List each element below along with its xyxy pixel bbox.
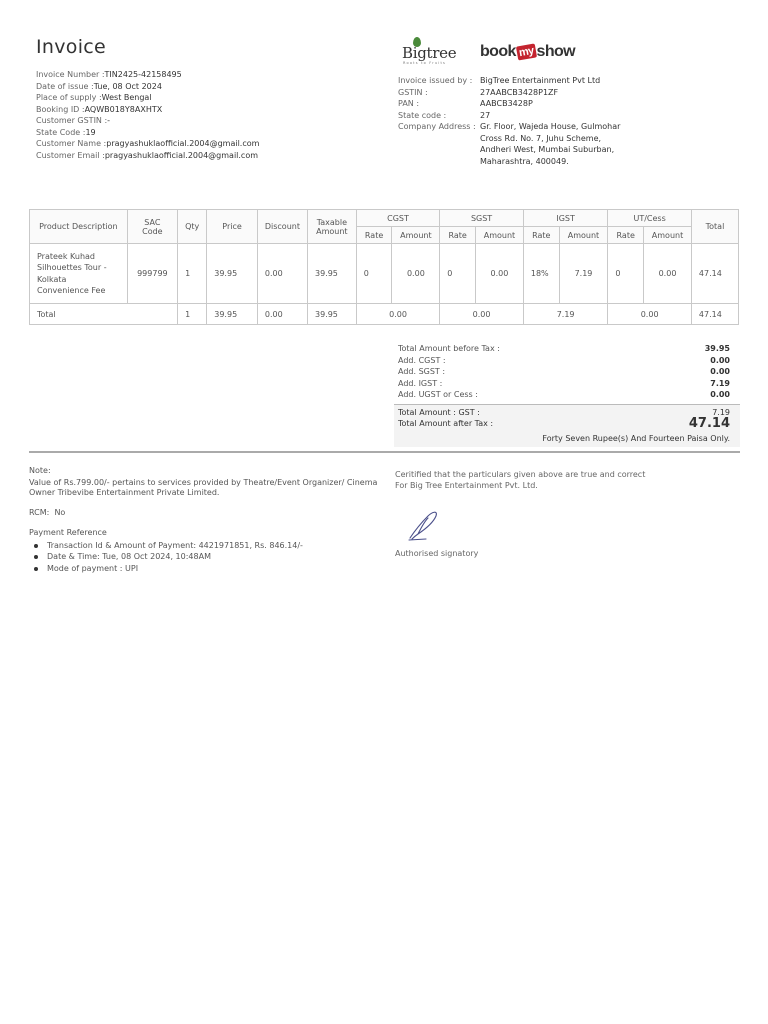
header-qty: Qty — [178, 210, 207, 244]
certification — [395, 469, 645, 491]
summary-totals-box — [394, 404, 740, 447]
summary-sgst: Add. SGST : 0.00 — [398, 367, 730, 376]
total-price: 39.95 — [207, 304, 258, 325]
cell-qty: 1 — [178, 244, 207, 304]
invoice-meta — [36, 69, 259, 161]
header-taxable: Taxable Amount — [307, 210, 356, 244]
total-qty: 1 — [178, 304, 207, 325]
meta-customer-name: Customer Name : pragyashuklaofficial.2004@gmail.com — [36, 139, 260, 148]
meta-booking-id: Booking ID : AQWB018Y8AXHTX — [36, 104, 163, 114]
table-total-row — [30, 304, 739, 325]
header-sac: SAC Code — [127, 210, 177, 244]
total-taxable: 39.95 — [307, 304, 356, 325]
header-cgst: CGST — [356, 210, 440, 227]
total-igst: 7.19 — [523, 304, 607, 325]
cell-sgst-rate: 0 — [440, 244, 476, 304]
header-ut-rate: Rate — [608, 227, 644, 244]
issuer-name: Invoice issued by : BigTree Entertainment Pvt Ltd — [398, 76, 601, 85]
summary-amount-in-words: Forty Seven Rupee(s) And Fourteen Paisa Only. — [542, 433, 730, 443]
total-cgst: 0.00 — [356, 304, 440, 325]
issuer-pan: PAN : AABCB3428P — [398, 99, 533, 108]
bigtree-logo-tag: Roots to Fruits — [403, 61, 447, 65]
table-header-row — [30, 210, 739, 227]
table-row — [30, 244, 739, 304]
header-sgst: SGST — [440, 210, 524, 227]
summary-gst: Total Amount : GST : 7.19 — [398, 407, 730, 417]
header-total: Total — [691, 210, 738, 244]
meta-customer-gstin: Customer GSTIN : - — [36, 116, 111, 125]
total-label: Total — [30, 304, 178, 325]
cell-product: Prateek Kuhad Silhouettes Tour - Kolkata Convenience Fee — [30, 244, 128, 304]
cell-price: 39.95 — [207, 244, 258, 304]
total-sgst: 0.00 — [440, 304, 524, 325]
issuer-details — [398, 75, 630, 167]
header-igst-amount: Amount — [559, 227, 608, 244]
header-cgst-rate: Rate — [356, 227, 392, 244]
cell-taxable: 39.95 — [307, 244, 356, 304]
header-igst-rate: Rate — [523, 227, 559, 244]
bms-book: book — [480, 43, 516, 60]
cell-ut-amount: 0.00 — [644, 244, 692, 304]
summary-igst: Add. IGST : 7.19 — [398, 378, 730, 388]
note-label: Note: — [29, 466, 51, 475]
divider — [29, 451, 740, 453]
signature-icon — [406, 508, 446, 542]
header-sgst-amount: Amount — [476, 227, 524, 244]
cell-igst-rate: 18% — [523, 244, 559, 304]
payref-label: Payment Reference — [29, 528, 107, 537]
bms-show: show — [536, 43, 576, 60]
bigtree-logo-word: Bigtree — [402, 44, 457, 62]
cell-cgst-amount: 0.00 — [392, 244, 440, 304]
summary-cgst: Add. CGST : 0.00 — [398, 355, 730, 365]
invoice-title: Invoice — [36, 36, 107, 58]
meta-state-code: State Code : 19 — [36, 127, 96, 137]
cell-ut-rate: 0 — [608, 244, 644, 304]
authorised-signatory: Authorised signatory — [395, 549, 479, 558]
summary-before-tax: Total Amount before Tax : 39.95 — [398, 344, 730, 353]
cell-sgst-amount: 0.00 — [476, 244, 524, 304]
cell-discount: 0.00 — [257, 244, 307, 304]
total-discount: 0.00 — [257, 304, 307, 325]
header-discount: Discount — [257, 210, 307, 244]
meta-place: Place of supply : West Bengal — [36, 93, 152, 102]
bms-my: my — [516, 43, 537, 60]
payref-list — [29, 540, 379, 575]
header-sgst-rate: Rate — [440, 227, 476, 244]
issuer-state-code: State code : 27 — [398, 110, 491, 120]
bookmyshow-logo — [480, 43, 575, 61]
payment-reference — [29, 528, 379, 574]
meta-date: Date of issue : Tue, 08 Oct 2024 — [36, 81, 162, 91]
note-section — [29, 466, 379, 574]
total-amount: 47.14 — [691, 304, 738, 325]
list-item: Mode of payment : UPI — [29, 563, 379, 575]
header-price: Price — [207, 210, 258, 244]
logos — [400, 36, 575, 68]
note-text: Value of Rs.799.00/- pertains to services provided by Theatre/Event Organizer/ Cinema Owner Tribevibe Entertainment Private Limited. — [29, 477, 378, 497]
rcm-row: RCM: No — [29, 507, 66, 517]
cell-igst-amount: 7.19 — [559, 244, 608, 304]
cert-line-1: Ceritified that the particulars given above are true and correct — [395, 470, 646, 479]
cert-line-2: For Big Tree Entertainment Pvt. Ltd. — [395, 481, 538, 490]
issuer-gstin: GSTIN : 27AABCB3428P1ZF — [398, 87, 559, 97]
header-ut-amount: Amount — [644, 227, 692, 244]
meta-invoice-number: Invoice Number : TIN2425-42158495 — [36, 70, 182, 79]
issuer-address: Company Address : Gr. Floor, Wajeda House, Gulmohar Cross Rd. No. 7, Juhu Scheme, Andheri West, Mumbai Suburban, Maharashtra, 400049. — [398, 122, 621, 166]
list-item: Date & Time: Tue, 08 Oct 2024, 10:48AM — [29, 551, 379, 563]
meta-customer-email: Customer Email : pragyashuklaofficial.2004@gmail.com — [36, 150, 259, 160]
header-igst: IGST — [523, 210, 607, 227]
summary-ugst: Add. UGST or Cess : 0.00 — [398, 390, 730, 399]
summary-after-tax: Total Amount after Tax : 47.14 — [398, 416, 730, 431]
header-product: Product Description — [30, 210, 128, 244]
bigtree-logo — [400, 36, 464, 68]
cell-cgst-rate: 0 — [356, 244, 392, 304]
cell-sac: 999799 — [127, 244, 177, 304]
invoice-items-table — [29, 209, 739, 325]
header-cgst-amount: Amount — [392, 227, 440, 244]
tax-summary — [394, 343, 740, 447]
cell-total: 47.14 — [691, 244, 738, 304]
total-ut: 0.00 — [608, 304, 692, 325]
list-item: Transaction Id & Amount of Payment: 4421971851, Rs. 846.14/- — [29, 540, 379, 552]
header-utcess: UT/Cess — [608, 210, 692, 227]
